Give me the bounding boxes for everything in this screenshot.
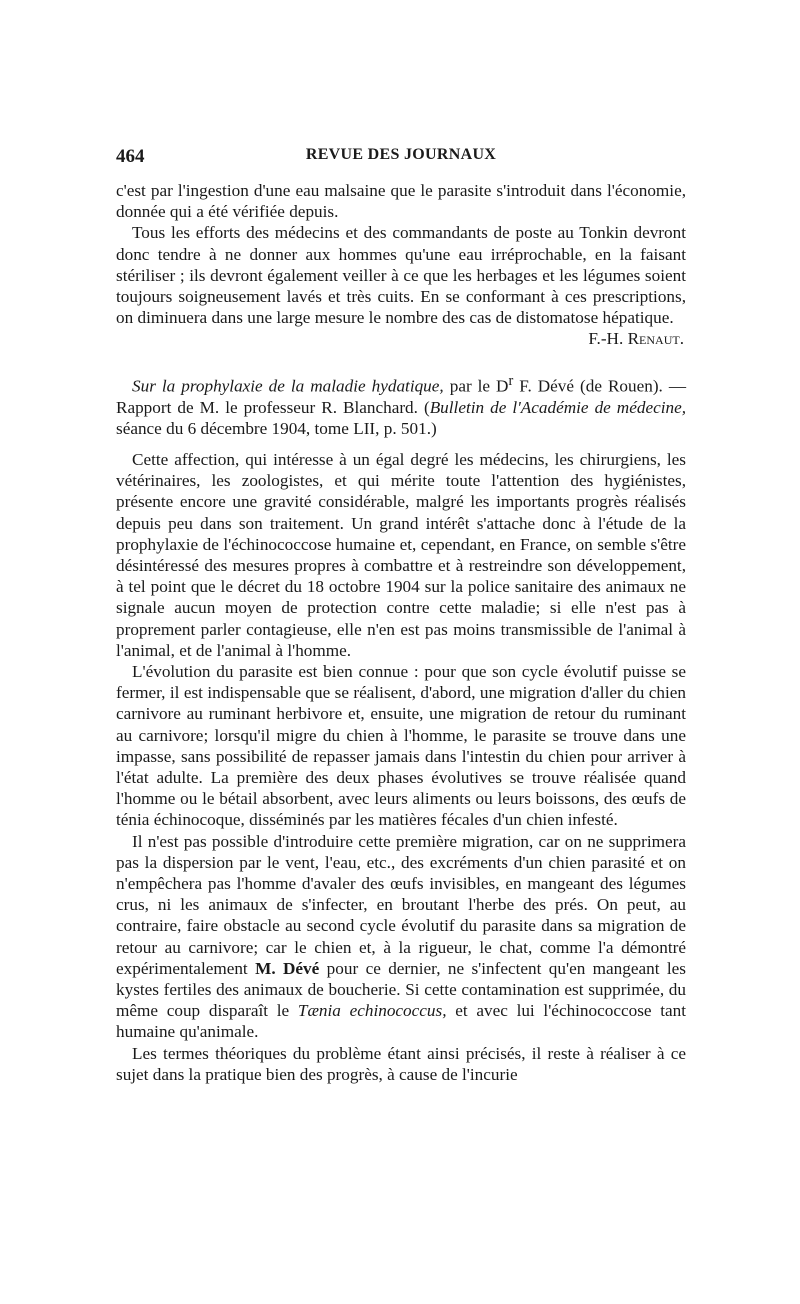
article-paragraph: L'évolution du parasite est bien connue : pour que son cycle évolutif puisse se fermer, il est indispensable que se réalisent, d'abord, une migration d'aller du chien carnivore au ruminant herbivore et, ensuite, une migration de retour du ruminant au carnivore; lorsqu'il migre du chien à l'homme, le parasite se trouve dans une impasse, sans possibilité de repasser jamais dans l'intestin du chien pour arriver à l'état adulte. La première des deux phases évolutives se trouve réalisée quand l'homme ou le bétail absorbent, avec leurs aliments ou leurs boissons, des œufs de ténia échinocoque, disséminés par les matières fécales d'un chien infesté. [116, 662, 686, 830]
source-open: ( [423, 397, 430, 417]
article-by: par le D [449, 376, 509, 396]
author-signature [116, 328, 686, 349]
article-paragraph: Les termes théoriques du problème étant ainsi précisés, il reste à réaliser à ce sujet dans la pratique bien des progrès, à cause de l'incurie [116, 1043, 686, 1084]
article-paragraph [116, 831, 686, 1043]
prev-article-paragraph: Tous les efforts des médecins et des commandants de poste au Tonkin devront donc tendre à ne donner aux hommes qu'une eau irréprochable, en la faisant stériliser ; ils devront également veiller à ce que les herbages et les légumes soient toujours soigneusement lavés et très cuits. En se conformant à ces prescriptions, on diminuera dans une large mesure le nombre des cas de distomatose hépatique. [116, 223, 686, 328]
article-by-sup: r [508, 372, 514, 389]
paragraph-text: pour ce dernier, ne s'infectent qu'en mangeant les kystes fertiles des animaux de boucherie. Si cette contamination est supprimée, du même coup disparaît le [116, 958, 686, 1021]
source-details: séance du 6 décembre 1904, tome LII, p. 501.) [116, 418, 437, 438]
article-reporter: R. Blanchard. [321, 397, 418, 417]
page-number: 464 [116, 146, 145, 167]
article-heading [116, 371, 686, 439]
running-title: REVUE DES JOURNAUX [305, 146, 497, 163]
paragraph-text: et avec lui l'échinococcose tant humaine qu'animale. [116, 1001, 687, 1042]
article-paragraph: Cette affection, qui intéresse à un égal degré les médecins, les chirurgiens, les vétérinaires, les zoologistes, et qui mérite toute l'attention des hygiénistes, présente encore une gravité considérable, malgré les importants progrès réalisés depuis peu dans son traitement. Un grand intérêt s'attache donc à l'étude de la prophylaxie de l'échinococcose humaine et, cependant, en France, on semble s'être désintéressé des mesures propres à combattre et à restreindre son développement, à tel point que le décret du 18 octobre 1904 sur la police sanitaire des animaux ne signale aucun moyen de protection contre cette maladie; si elle n'est pas à proprement parler contagieuse, elle n'en est pas moins transmissible de l'animal à l'animal, et de l'animal à l'homme. [116, 449, 686, 660]
signature-name: F.-H. Renaut. [588, 329, 684, 349]
paragraph-text: Il n'est pas possible d'introduire cette première migration, car on ne supprimera pas la dispersion par le vent, l'eau, etc., des excréments d'un chien parasité et on n'empêchera pas l'homme d'avaler des œufs invisibles, en mangeant des légumes crus, ni les animaux de s'infecter, en broutant l'herbe des prés. On peut, au contraire, faire obstacle au second cycle évolutif du parasite dans sa migration de retour au carnivore; car le chien et, à la rigueur, le chat, comme l'a démontré expérimentalement [116, 831, 686, 978]
prev-article-paragraph: c'est par l'ingestion d'une eau malsaine que le parasite s'introduit dans l'économie, donnée qui a été vérifiée depuis. [116, 181, 686, 222]
page-body [116, 180, 686, 1085]
species-name: Tænia echinococcus, [297, 1001, 447, 1021]
article-author-place: (de Rouen). — Rapport de M. le professeur [116, 376, 687, 417]
source-title: Bulletin de l'Académie de médecine, [429, 397, 686, 417]
article-author: F. Dévé [519, 376, 575, 396]
article-title: Sur la prophylaxie de la maladie hydatique, [132, 376, 444, 396]
page-header [116, 146, 686, 172]
person-name: M. Dévé [255, 958, 320, 978]
